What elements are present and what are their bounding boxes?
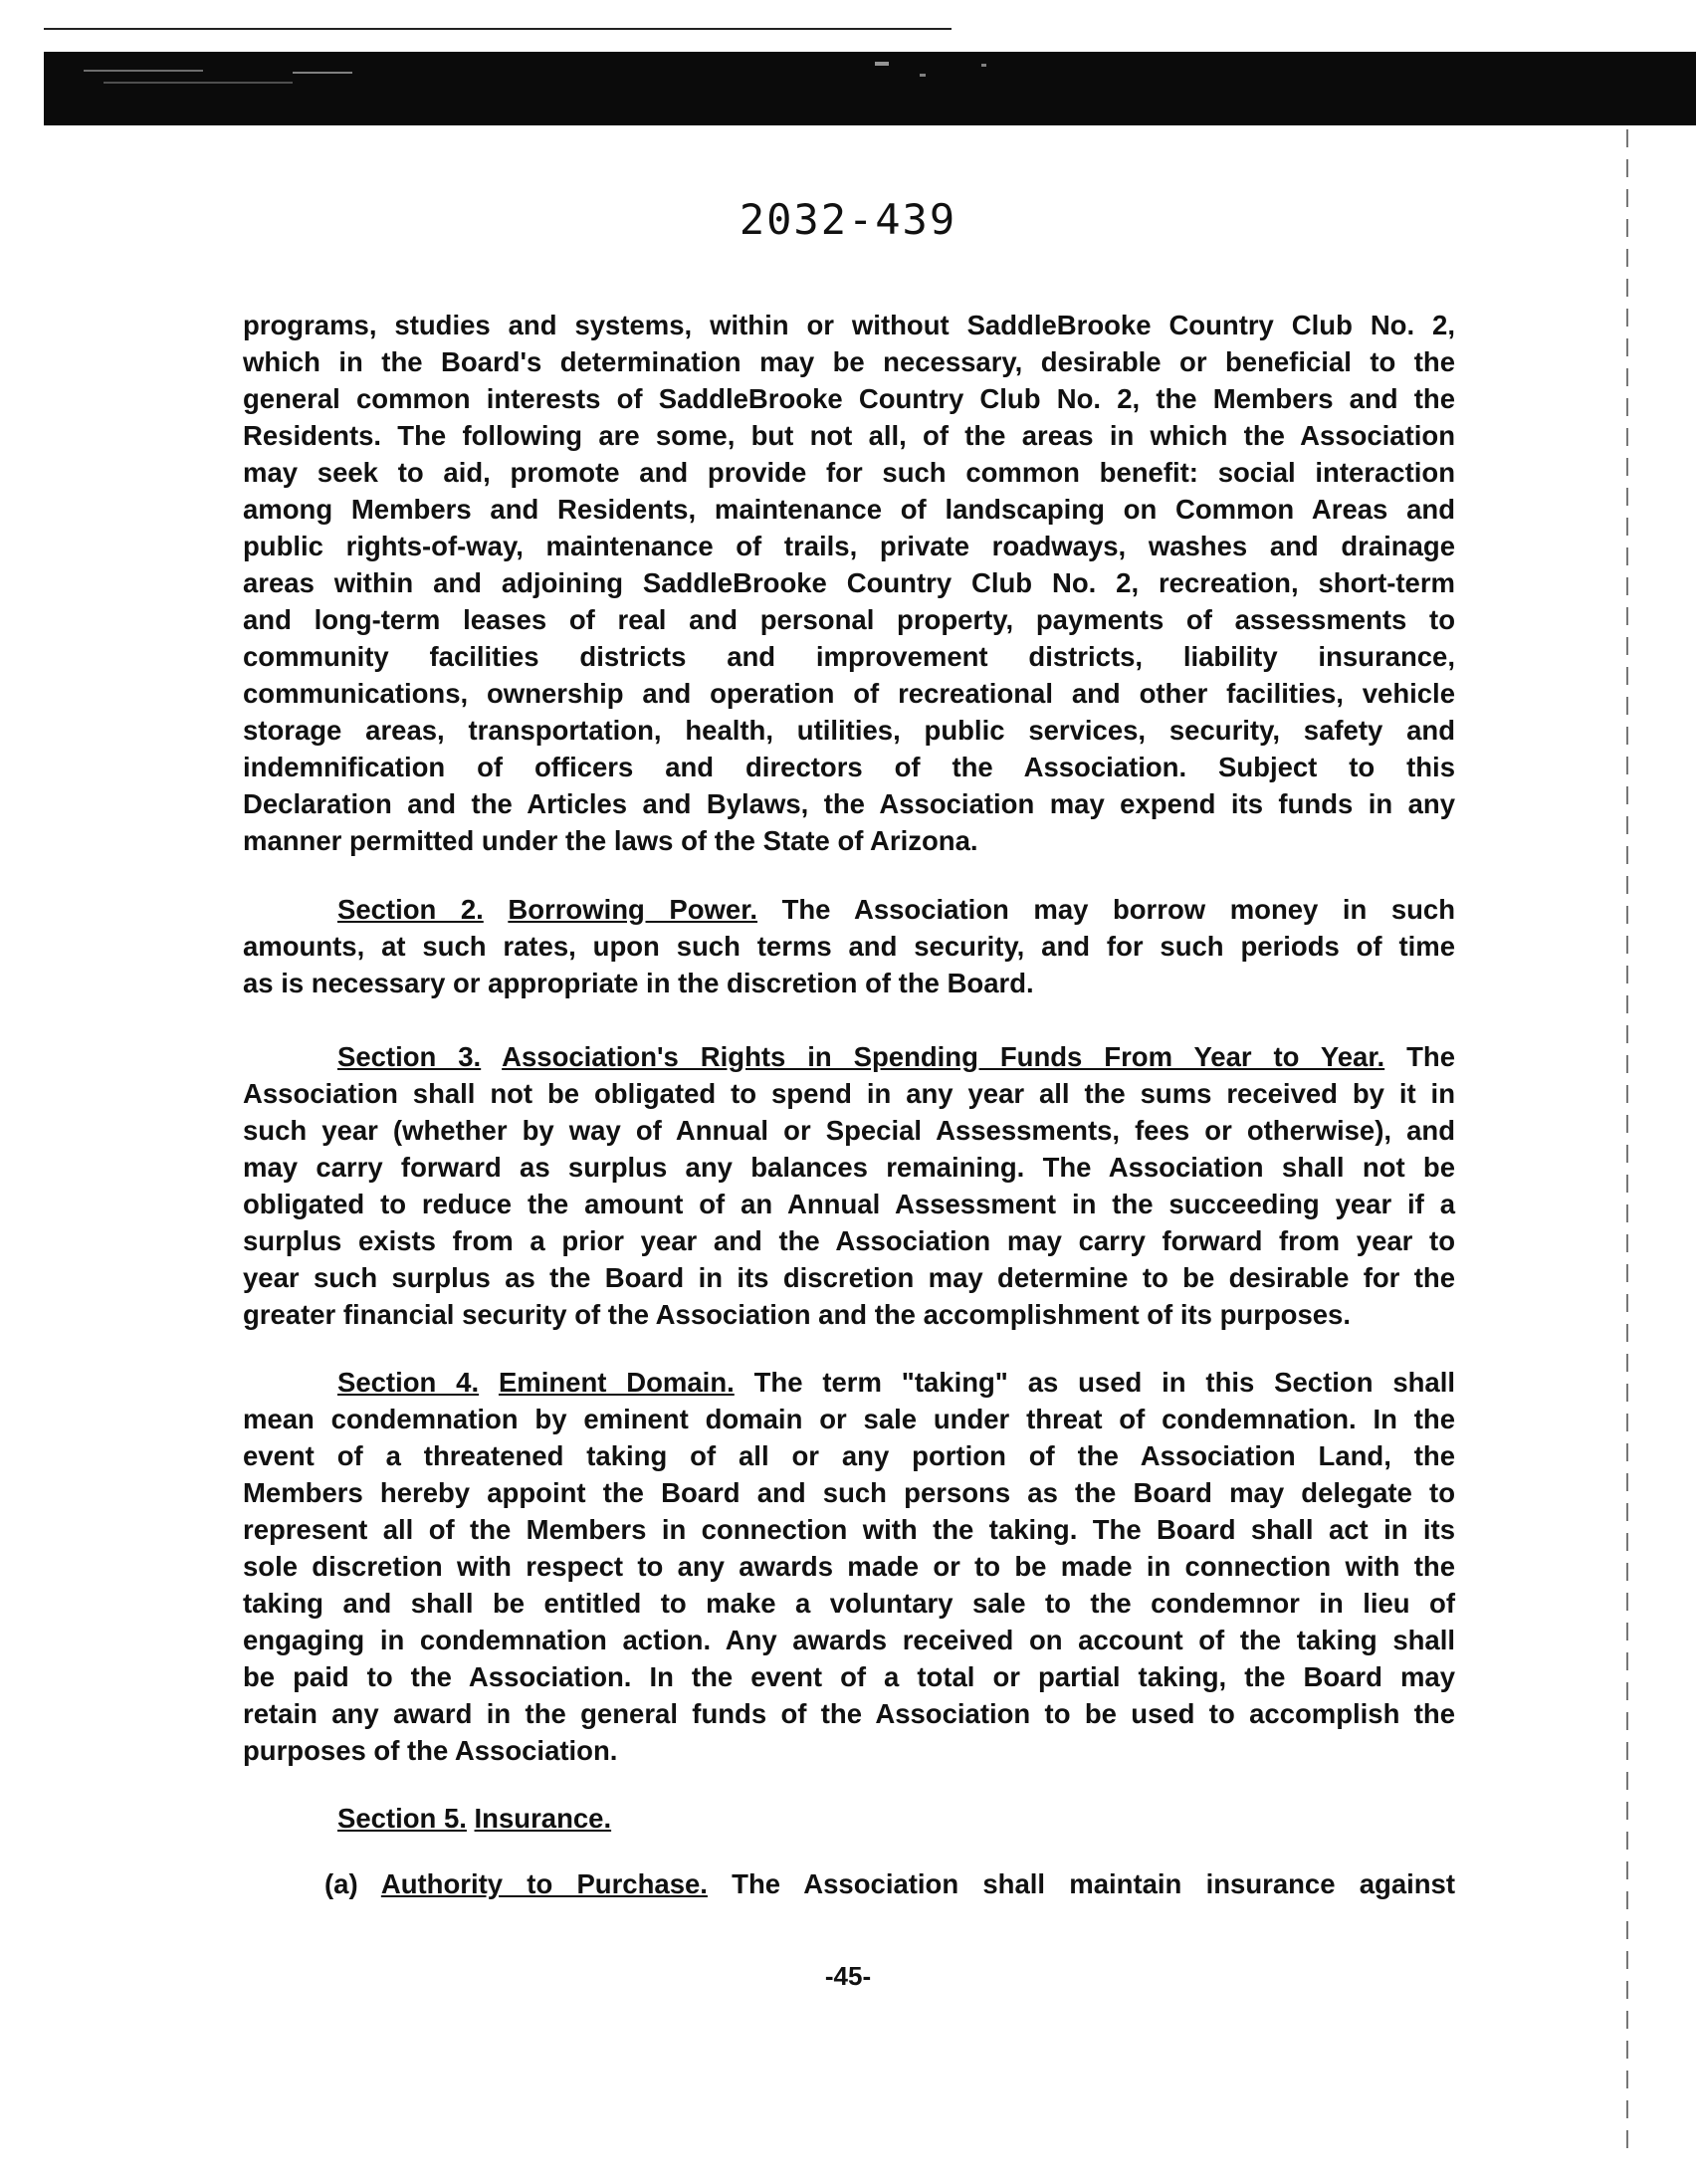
- section-2-heading: Borrowing Power.: [508, 894, 758, 925]
- text-line: which in the Board's determination may be necessary, desirable or beneficial to the: [243, 346, 1455, 377]
- text-line: may seek to aid, promote and provide for such common benefit: social interaction: [243, 457, 1455, 488]
- text-line: such year (whether by way of Annual or Special Assessments, fees or otherwise), and: [243, 1115, 1455, 1146]
- text-line: may carry forward as surplus any balances remaining. The Association shall not be: [243, 1152, 1455, 1183]
- section-2: [243, 891, 1455, 1001]
- text-line: as is necessary or appropriate in the discretion of the Board.: [243, 968, 1034, 998]
- text-line: Members hereby appoint the Board and such persons as the Board may delegate to: [243, 1477, 1455, 1508]
- section-2-first-line-rest: The Association may borrow money in such: [781, 894, 1456, 925]
- subsection-a-first-line: [243, 1865, 1455, 1902]
- section-3-number: Section 3.: [337, 1041, 482, 1072]
- text-line: purposes of the Association.: [243, 1735, 618, 1766]
- text-line: taking and shall be entitled to make a voluntary sale to the condemnor in lieu of: [243, 1588, 1455, 1619]
- page-number: -45-: [824, 1961, 872, 1991]
- text-line: sole discretion with respect to any awards made or to be made in connection with the: [243, 1551, 1455, 1582]
- section-5-number: Section 5.: [337, 1803, 467, 1834]
- text-line: among Members and Residents, maintenance of landscaping on Common Areas and: [243, 494, 1455, 525]
- document-number: 2032-439: [739, 195, 957, 244]
- text-line: community facilities districts and improvement districts, liability insurance,: [243, 641, 1455, 672]
- section-3: [243, 1038, 1455, 1333]
- section-4: [243, 1364, 1455, 1769]
- text-line: Association shall not be obligated to spend in any year all the sums received by it in: [243, 1078, 1455, 1109]
- section-5-heading-line: [243, 1800, 1455, 1837]
- text-line: public rights-of-way, maintenance of trails, private roadways, washes and drainage: [243, 531, 1455, 561]
- text-line: storage areas, transportation, health, utilities, public services, security, safety and: [243, 715, 1455, 746]
- scan-header-bar: [44, 52, 1696, 125]
- section-2-number: Section 2.: [337, 894, 484, 925]
- text-line: mean condemnation by eminent domain or sale under threat of condemnation. In the: [243, 1404, 1455, 1434]
- text-line: indemnification of officers and directors of the Association. Subject to this: [243, 752, 1455, 782]
- section-5: [243, 1800, 1455, 1837]
- section-3-first-line-rest: The: [1406, 1041, 1455, 1072]
- text-line: areas within and adjoining SaddleBrooke Country Club No. 2, recreation, short-term: [243, 567, 1455, 598]
- text-line: be paid to the Association. In the event of a total or partial taking, the Board may: [243, 1661, 1455, 1692]
- text-line: greater financial security of the Association and the accomplishment of its purposes.: [243, 1299, 1351, 1330]
- section-5-heading: Insurance.: [474, 1803, 612, 1834]
- text-line: event of a threatened taking of all or any portion of the Association Land, the: [243, 1440, 1455, 1471]
- text-line: retain any award in the general funds of the Association to be used to accomplish the: [243, 1698, 1455, 1729]
- top-rule: [44, 28, 952, 30]
- text-line: amounts, at such rates, upon such terms and security, and for such periods of time: [243, 931, 1455, 962]
- text-line: year such surplus as the Board in its discretion may determine to be desirable for the: [243, 1262, 1455, 1293]
- text-line: Residents. The following are some, but not all, of the areas in which the Association: [243, 420, 1455, 451]
- text-line: represent all of the Members in connection with the taking. The Board shall act in its: [243, 1514, 1455, 1545]
- text-line: manner permitted under the laws of the State of Arizona.: [243, 825, 978, 856]
- section-4-heading: Eminent Domain.: [498, 1367, 735, 1398]
- scan-right-edge: [1626, 129, 1628, 2160]
- subsection-a-heading: Authority to Purchase.: [380, 1868, 708, 1899]
- text-line: engaging in condemnation action. Any awards received on account of the taking shall: [243, 1625, 1455, 1655]
- section-3-heading: Association's Rights in Spending Funds From Year to Year.: [502, 1041, 1385, 1072]
- subsection-a-first-line-rest: The Association shall maintain insurance against: [732, 1868, 1456, 1899]
- text-line: general common interests of SaddleBrooke Country Club No. 2, the Members and the: [243, 383, 1455, 414]
- subsection-a-label: (a): [324, 1868, 358, 1899]
- section-4-first-line: [243, 1364, 1455, 1401]
- text-line: Declaration and the Articles and Bylaws, the Association may expend its funds in any: [243, 788, 1455, 819]
- paragraph-1: [243, 307, 1455, 859]
- text-line: and long-term leases of real and personal property, payments of assessments to: [243, 604, 1455, 635]
- subsection-a: [243, 1865, 1455, 1902]
- section-3-first-line: [243, 1038, 1455, 1075]
- text-line: surplus exists from a prior year and the Association may carry forward from year to: [243, 1225, 1455, 1256]
- section-4-first-line-rest: The term "taking" as used in this Section shall: [753, 1367, 1455, 1398]
- text-line: obligated to reduce the amount of an Annual Assessment in the succeeding year if a: [243, 1189, 1455, 1219]
- text-line: communications, ownership and operation of recreational and other facilities, vehicle: [243, 678, 1455, 709]
- section-2-first-line: [243, 891, 1455, 928]
- text-line: programs, studies and systems, within or without SaddleBrooke Country Club No. 2,: [243, 310, 1455, 340]
- section-4-number: Section 4.: [337, 1367, 480, 1398]
